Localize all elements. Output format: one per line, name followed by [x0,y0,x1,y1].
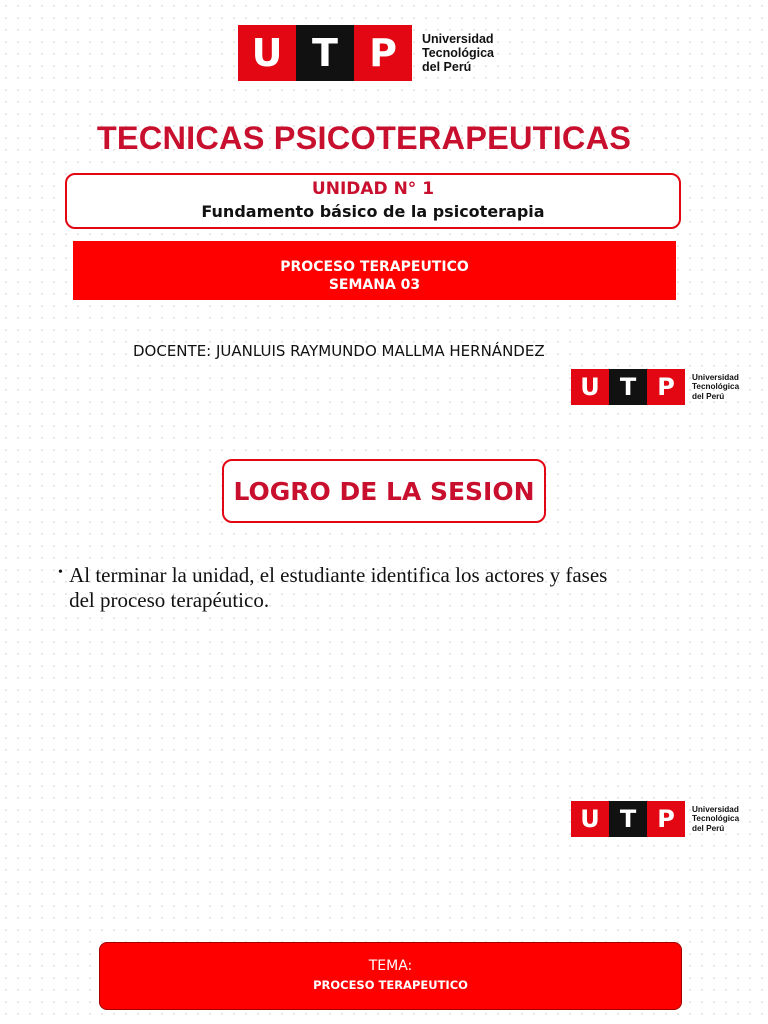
topic-banner [73,241,676,300]
logo-university-name: Universidad Tecnológica del Perú [692,804,740,833]
bullet-icon: • [58,565,63,580]
logo-university-name: Universidad Tecnológica del Perú [692,372,740,401]
logo-letter-p: P [647,369,685,405]
logo-letter-u: U [571,801,609,837]
tema-value: PROCESO TERAPEUTICO [313,978,468,992]
utp-logo-small [571,369,739,405]
logo-university-name: Universidad Tecnológica del Perú [422,32,495,74]
page-title: TECNICAS PSICOTERAPEUTICAS [96,120,632,156]
logo-letter-p: P [354,25,412,81]
logro-bullet [58,563,618,613]
logo-letter-u: U [571,369,609,405]
tema-box [99,942,682,1010]
unit-label: UNIDAD N° 1 [311,179,435,199]
utp-logo-blocks [238,25,412,81]
unit-box [65,173,681,229]
logo-letter-t: T [609,369,647,405]
tema-label: TEMA: [368,958,413,974]
logro-heading: LOGRO DE LA SESION [222,459,546,523]
logo-letter-t: T [609,801,647,837]
logo-letter-u: U [238,25,296,81]
banner-line-2: SEMANA 03 [328,277,421,293]
docente-text: DOCENTE: JUANLUIS RAYMUNDO MALLMA HERNÁNDEZ [133,342,545,360]
banner-line-1: PROCESO TERAPEUTICO [280,259,469,275]
logo-letter-p: P [647,801,685,837]
utp-logo [238,25,494,81]
logo-letter-t: T [296,25,354,81]
unit-subtitle: Fundamento básico de la psicoterapia [201,202,545,221]
logro-bullet-text: Al terminar la unidad, el estudiante identifica los actores y fases del proceso terapéutico. [69,563,608,612]
utp-logo-small [571,801,739,837]
